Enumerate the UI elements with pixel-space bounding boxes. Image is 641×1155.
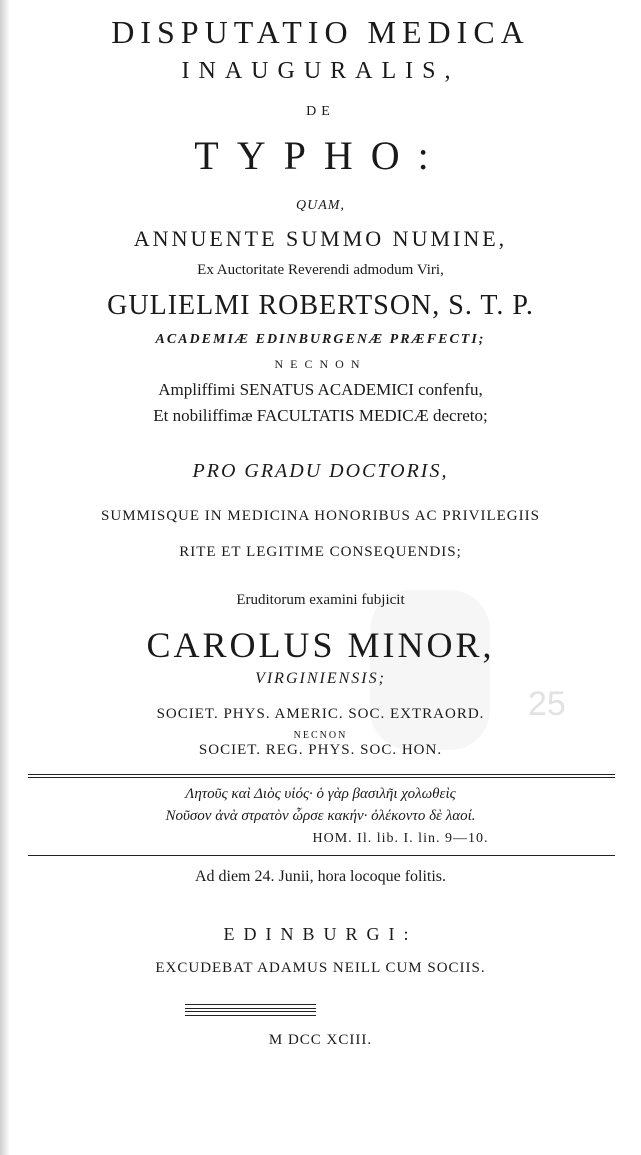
society-necnon: NECNON xyxy=(293,730,348,741)
senatus-line: Ampliffimi SENATUS ACADEMICI confenfu, xyxy=(158,380,483,399)
examini-line: Eruditorum examini fubjicit xyxy=(236,592,405,608)
necnon-line: NECNON xyxy=(274,357,367,371)
epigraph-greek-line-1: Λητοῦς καὶ Διὸς υἱός· ὁ γὰρ βασιλῆι χολωθεὶς xyxy=(185,786,456,802)
author-name: CAROLUS MINOR, xyxy=(146,625,495,665)
annuente-line: ANNUENTE SUMMO NUMINE, xyxy=(133,226,508,251)
rite-line: RITE ET LEGITIME CONSEQUENDIS; xyxy=(179,544,462,560)
society-line-1: SOCIET. PHYS. AMERIC. SOC. EXTRAORD. xyxy=(156,706,485,722)
author-origin: VIRGINIENSIS; xyxy=(255,670,386,687)
title-line-1: DISPUTATIO MEDICA xyxy=(111,14,530,50)
title-subject: TYPHO: xyxy=(194,133,447,178)
epigraph-bottom-rule xyxy=(28,855,615,856)
facultatis-line: Et nobiliffimæ FACULTATIS MEDICÆ decreto; xyxy=(153,406,488,425)
rector-name: GULIELMI ROBERTSON, S. T. P. xyxy=(107,290,534,321)
epigraph-top-rule-2 xyxy=(28,777,615,778)
imprint-city: EDINBURGI: xyxy=(223,924,418,944)
imprint-printer: EXCUDEBAT ADAMUS NEILL CUM SOCIIS. xyxy=(155,960,486,976)
imprint-double-rule-1 xyxy=(185,1004,316,1009)
epigraph-citation: HOM. Il. lib. I. lin. 9—10. xyxy=(312,831,489,846)
title-line-3: DE xyxy=(306,104,335,119)
auctoritate-line: Ex Auctoritate Reverendi admodum Viri, xyxy=(197,262,444,278)
rector-role: ACADEMIÆ EDINBURGENÆ PRÆFECTI; xyxy=(155,332,486,347)
epigraph-greek-line-2: Νοῦσον ἀνὰ στρατὸν ὦρσε κακήν· ὀλέκοντο δὲ λαοί. xyxy=(165,808,476,824)
title-line-2: INAUGURALIS, xyxy=(181,58,460,84)
faded-stamp-number: 25 xyxy=(528,685,566,723)
pro-gradu-line: PRO GRADU DOCTORIS, xyxy=(192,460,449,482)
quam-line: QUAM, xyxy=(296,198,345,213)
imprint-year: M DCC XCIII. xyxy=(268,1032,373,1048)
summisque-line: SUMMISQUE IN MEDICINA HONORIBUS AC PRIVILEGIIS xyxy=(101,508,540,524)
society-line-2: SOCIET. REG. PHYS. SOC. HON. xyxy=(198,742,443,758)
date-line: Ad diem 24. Junii, hora locoque folitis. xyxy=(194,868,447,885)
imprint-double-rule-2 xyxy=(185,1011,316,1016)
epigraph-top-rule xyxy=(28,774,615,775)
